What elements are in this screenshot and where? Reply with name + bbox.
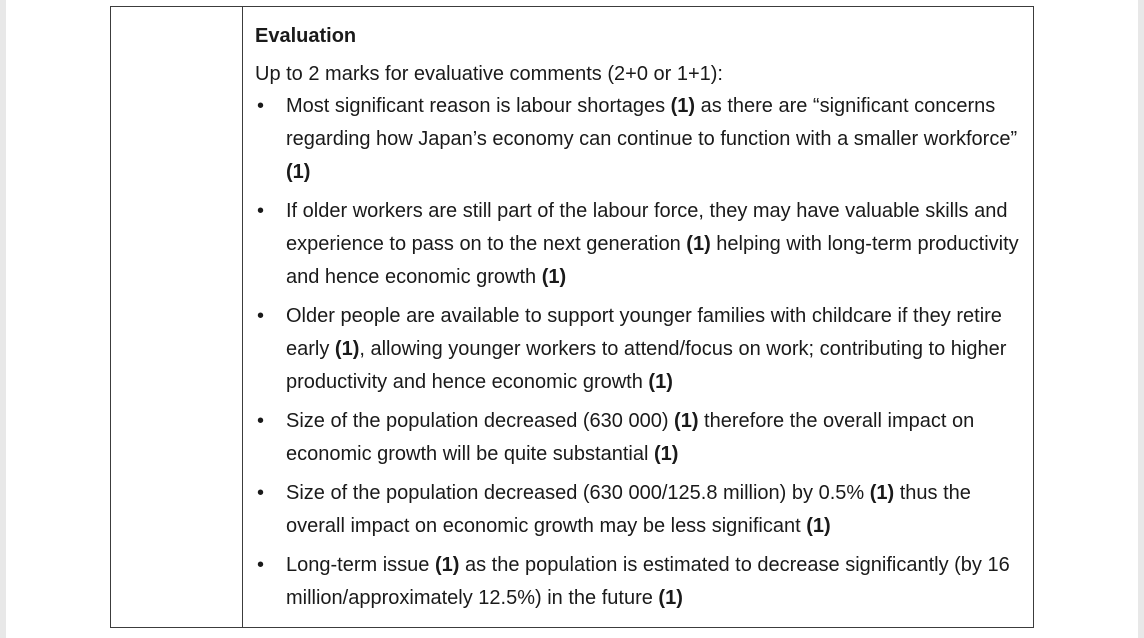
point-text: , allowing younger workers to attend/focus on work; contributing to higher productivity and hence economic growth bbox=[286, 338, 1007, 393]
mark-label: (1) bbox=[653, 443, 679, 465]
mark-label: (1) bbox=[869, 482, 895, 504]
evaluation-point bbox=[255, 549, 1021, 615]
question-column bbox=[111, 7, 243, 627]
bullet-icon: • bbox=[257, 410, 265, 432]
mark-label: (1) bbox=[541, 266, 567, 288]
evaluation-point bbox=[255, 405, 1021, 471]
bullet-icon: • bbox=[257, 305, 265, 327]
point-text: Most significant reason is labour shortages bbox=[286, 95, 671, 117]
mark-label: (1) bbox=[670, 95, 696, 117]
mark-label: (1) bbox=[674, 410, 699, 432]
bullet-icon: • bbox=[257, 95, 265, 117]
mark-label: (1) bbox=[686, 233, 711, 255]
point-text: as there are “significant concerns regarding how Japan’s economy can continue to function with a smaller workforce” bbox=[286, 95, 1018, 150]
bullet-icon: • bbox=[257, 200, 265, 222]
evaluation-points bbox=[255, 90, 1021, 615]
bullet-icon: • bbox=[257, 482, 265, 504]
evaluation-point bbox=[255, 300, 1021, 399]
point-text: Size of the population decreased (630 000) bbox=[286, 410, 675, 432]
bullet-icon: • bbox=[257, 554, 265, 576]
answer-column bbox=[243, 7, 1033, 627]
mark-label: (1) bbox=[806, 515, 831, 537]
mark-label: (1) bbox=[286, 161, 311, 183]
point-text: Long-term issue bbox=[286, 554, 435, 576]
mark-label: (1) bbox=[434, 554, 460, 576]
mark-label: (1) bbox=[658, 587, 683, 609]
evaluation-point bbox=[255, 195, 1021, 294]
point-text: Older people are available to support younger families with childcare if they retire early bbox=[286, 305, 1002, 360]
evaluation-point bbox=[255, 90, 1021, 189]
point-text: thus the overall impact on economic growth may be less significant bbox=[286, 482, 971, 537]
mark-label: (1) bbox=[648, 371, 673, 393]
point-text: as the population is estimated to decrease significantly (by 16 million/approximately 12.5%) in the future bbox=[286, 554, 1010, 609]
point-text: therefore the overall impact on economic growth will be quite substantial bbox=[286, 410, 975, 465]
point-text: helping with long-term productivity and hence economic growth bbox=[286, 233, 1019, 288]
page-edge-left bbox=[0, 0, 6, 638]
marks-instruction: Up to 2 marks for evaluative comments (2+0 or 1+1): bbox=[255, 63, 723, 85]
point-text: If older workers are still part of the labour force, they may have valuable skills and experience to pass on to the next generation bbox=[286, 200, 1008, 255]
page-edge-right bbox=[1138, 0, 1144, 638]
point-text: Size of the population decreased (630 000/125.8 million) by 0.5% bbox=[286, 482, 870, 504]
evaluation-point bbox=[255, 477, 1021, 543]
mark-scheme-table bbox=[110, 6, 1034, 628]
evaluation-heading: Evaluation bbox=[255, 25, 357, 47]
mark-label: (1) bbox=[334, 338, 360, 360]
